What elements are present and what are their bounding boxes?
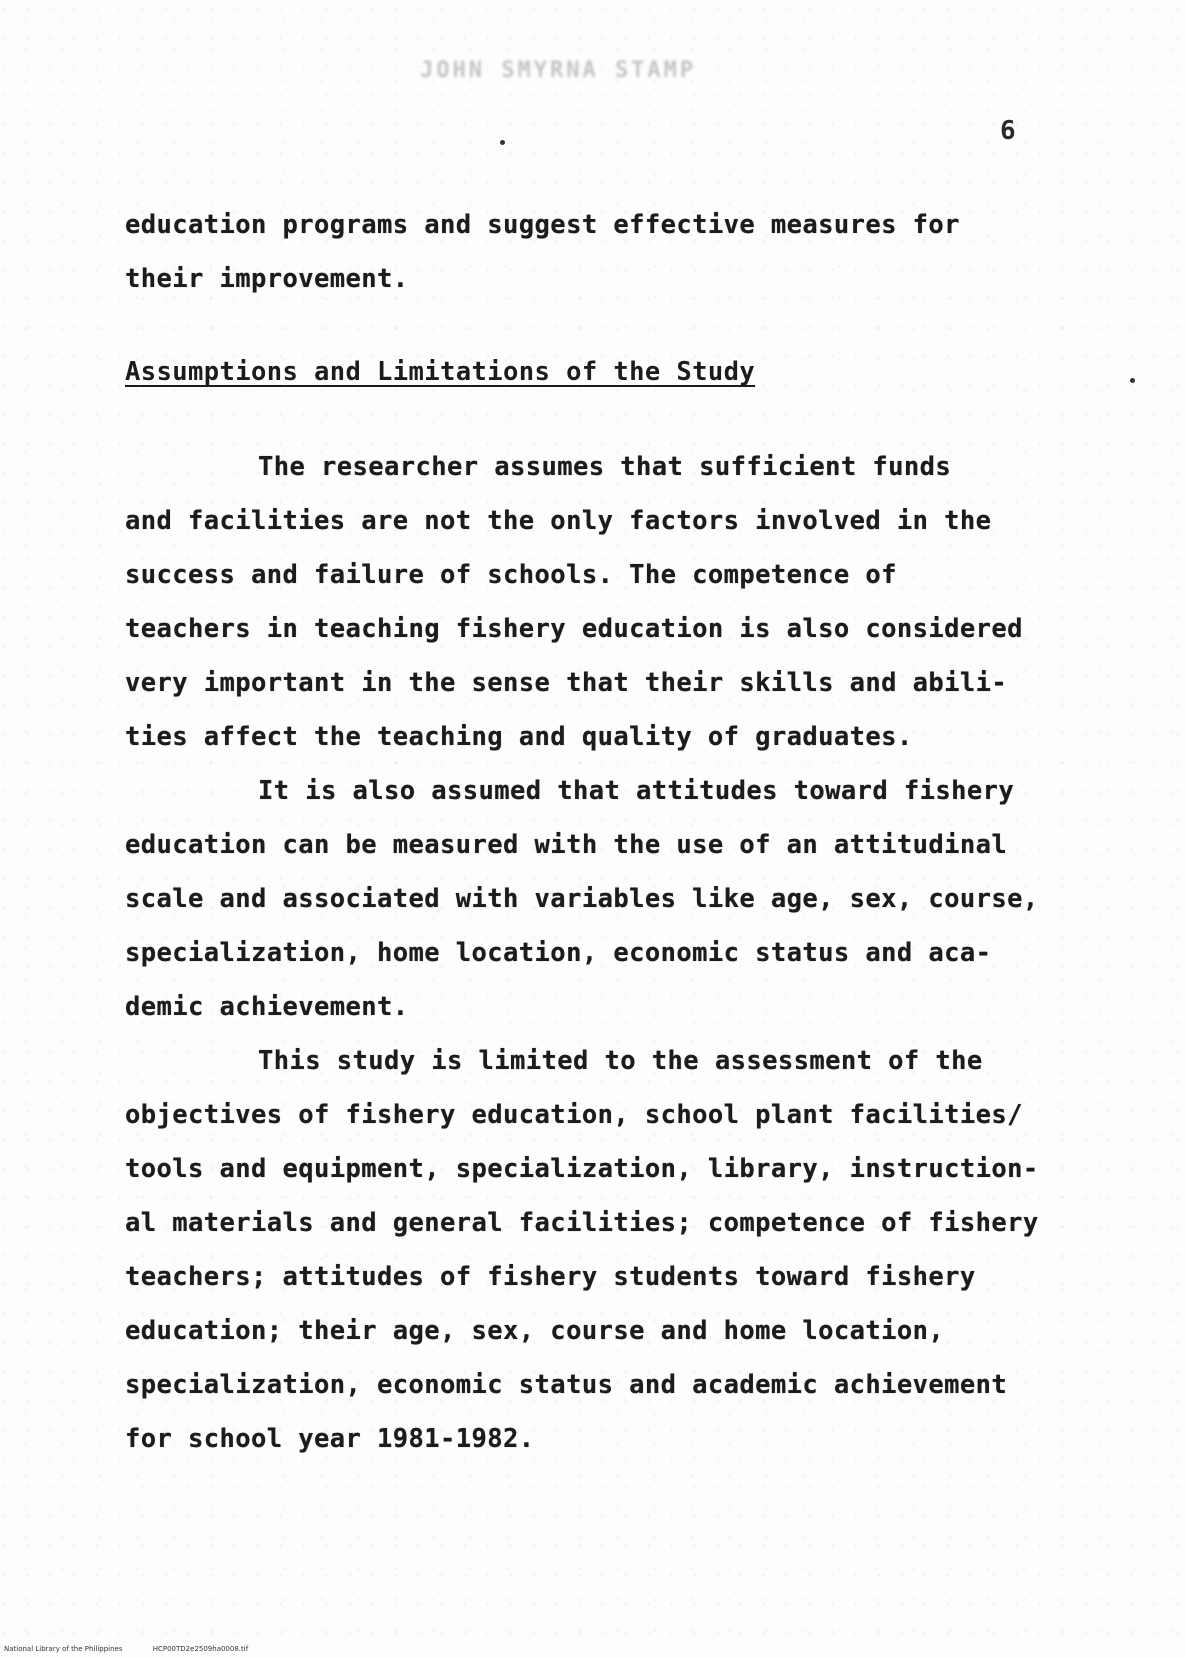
text-line: tools and equipment, specialization, library, instruction-	[125, 1154, 1039, 1184]
text-line: education can be measured with the use of an attitudinal	[125, 830, 1008, 860]
stray-mark	[1130, 378, 1135, 383]
footer-library: National Library of the Philippines	[4, 1645, 123, 1653]
text-line: The researcher assumes that sufficient funds	[258, 452, 952, 482]
text-line: specialization, economic status and academic achievement	[125, 1370, 1008, 1400]
text-line: teachers in teaching fishery education is also considered	[125, 614, 1023, 644]
text-line: very important in the sense that their skills and abili-	[125, 668, 1008, 698]
text-line: objectives of fishery education, school plant facilities/	[125, 1100, 1023, 1130]
text-line: teachers; attitudes of fishery students toward fishery	[125, 1262, 976, 1292]
text-line: their improvement.	[125, 264, 409, 294]
header-stamp: JOHN SMYRNA STAMP	[420, 58, 697, 83]
text-line: ties affect the teaching and quality of graduates.	[125, 722, 913, 752]
text-line: This study is limited to the assessment of the	[258, 1046, 983, 1076]
text-line: for school year 1981-1982.	[125, 1424, 535, 1454]
footer	[4, 1645, 276, 1653]
text-line: and facilities are not the only factors involved in the	[125, 506, 992, 536]
text-line: education; their age, sex, course and home location,	[125, 1316, 945, 1346]
stray-mark	[500, 140, 505, 145]
text-line: education programs and suggest effective measures for	[125, 210, 960, 240]
text-line: scale and associated with variables like age, sex, course,	[125, 884, 1039, 914]
text-line: success and failure of schools. The competence of	[125, 560, 897, 590]
text-line: al materials and general facilities; competence of fishery	[125, 1208, 1039, 1238]
text-line: specialization, home location, economic status and aca-	[125, 938, 992, 968]
text-line: demic achievement.	[125, 992, 409, 1022]
section-heading: Assumptions and Limitations of the Study	[125, 357, 756, 387]
page-number: 6	[1000, 116, 1016, 146]
text-line: It is also assumed that attitudes toward fishery	[258, 776, 1015, 806]
footer-file-code: HCP00TD2e2509ha0008.tif	[152, 1645, 249, 1653]
